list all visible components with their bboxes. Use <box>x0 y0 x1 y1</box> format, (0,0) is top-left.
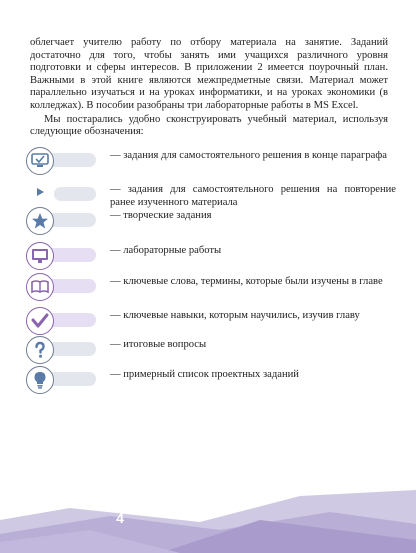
legend-label: — задания для самостоятельного решения в конце параграфа <box>110 150 387 161</box>
badge <box>26 307 98 337</box>
legend-label: — задания для самостоятельного решения на повторение ранее изученного материала <box>110 184 396 208</box>
checkmark-icon <box>26 307 54 335</box>
page-number: 4 <box>116 510 124 526</box>
legend-label: — ключевые слова, термины, которые были изучены в главе <box>110 276 383 287</box>
badge <box>26 242 98 272</box>
legend-label: — примерный список проектных заданий <box>110 369 299 380</box>
monitor-icon <box>26 242 54 270</box>
legend-label: — творческие задания <box>110 210 212 221</box>
intro-text <box>30 37 388 139</box>
lightbulb-icon <box>26 366 54 394</box>
legend-label: — ключевые навыки, которым научились, изучив главу <box>110 310 360 321</box>
badge <box>26 273 98 303</box>
paragraph-continued: облегчает учителю работу по отбору материала на занятие. Заданий достаточно для того, чтобы занять ими учащихся различного уровня подготовки и сферы интересов. В приложении 2 имеется поурочный план. Важными в этой книге являются межпредметные связи. Материал может параллельно изучаться и на уроках информатики, и на уроках экономики (в колледжах). В пособии разобраны три лабораторные работы в MS Excel. <box>30 37 388 111</box>
triangle-marker-icon <box>36 187 46 197</box>
legend-label: — итоговые вопросы <box>110 339 207 350</box>
page-footer-decoration <box>0 490 416 553</box>
legend-label: — лабораторные работы <box>110 245 222 256</box>
badge <box>26 336 98 366</box>
book-icon <box>26 273 54 301</box>
paragraph-legend-intro: Мы постарались удобно сконструировать учебный материал, используя следующие обозначения: <box>30 113 388 138</box>
badge <box>26 366 98 396</box>
star-icon <box>26 207 54 235</box>
badge <box>26 207 98 237</box>
badge <box>26 147 98 177</box>
question-icon <box>26 336 54 364</box>
computer-icon <box>26 147 54 175</box>
